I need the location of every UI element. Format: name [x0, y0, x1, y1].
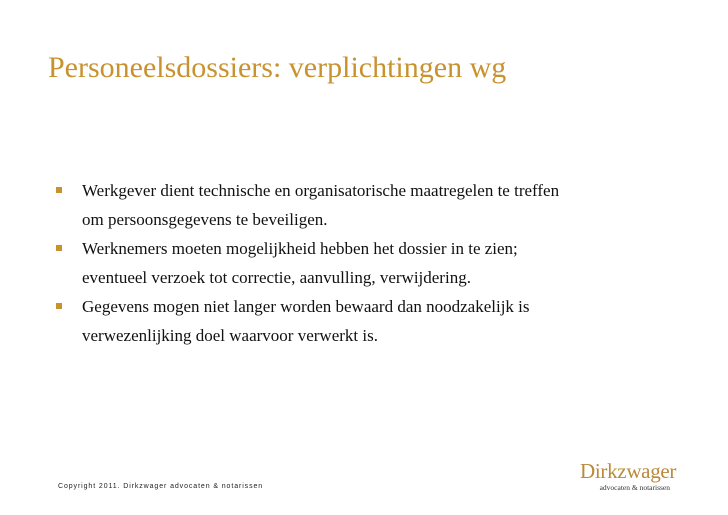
logo-name: Dirkzwager [580, 459, 677, 483]
square-bullet-icon [56, 303, 62, 309]
square-bullet-icon [56, 245, 62, 251]
square-bullet-icon [56, 187, 62, 193]
bullet-list [56, 176, 696, 350]
bullet-text: Werknemers moeten mogelijkheid hebben het dossier in te zien; eventueel verzoek tot correctie, aanvulling, verwijdering. [82, 239, 518, 287]
bullet-item [56, 176, 696, 234]
bullet-text: Gegevens mogen niet langer worden bewaard dan noodzakelijk is verwezenlijking doel waarvoor verwerkt is. [82, 297, 530, 345]
company-logo [580, 460, 676, 493]
logo-subtitle: advocaten & notarissen [599, 483, 670, 492]
bullet-item [56, 234, 696, 292]
copyright-footer: Copyright 2011. Dirkzwager advocaten & notarissen [58, 483, 264, 490]
bullet-item [56, 292, 696, 350]
bullet-text: Werkgever dient technische en organisatorische maatregelen te treffen om persoonsgegevens te beveiligen. [82, 181, 560, 229]
slide-title: Personeelsdossiers: verplichtingen wg [48, 51, 507, 84]
